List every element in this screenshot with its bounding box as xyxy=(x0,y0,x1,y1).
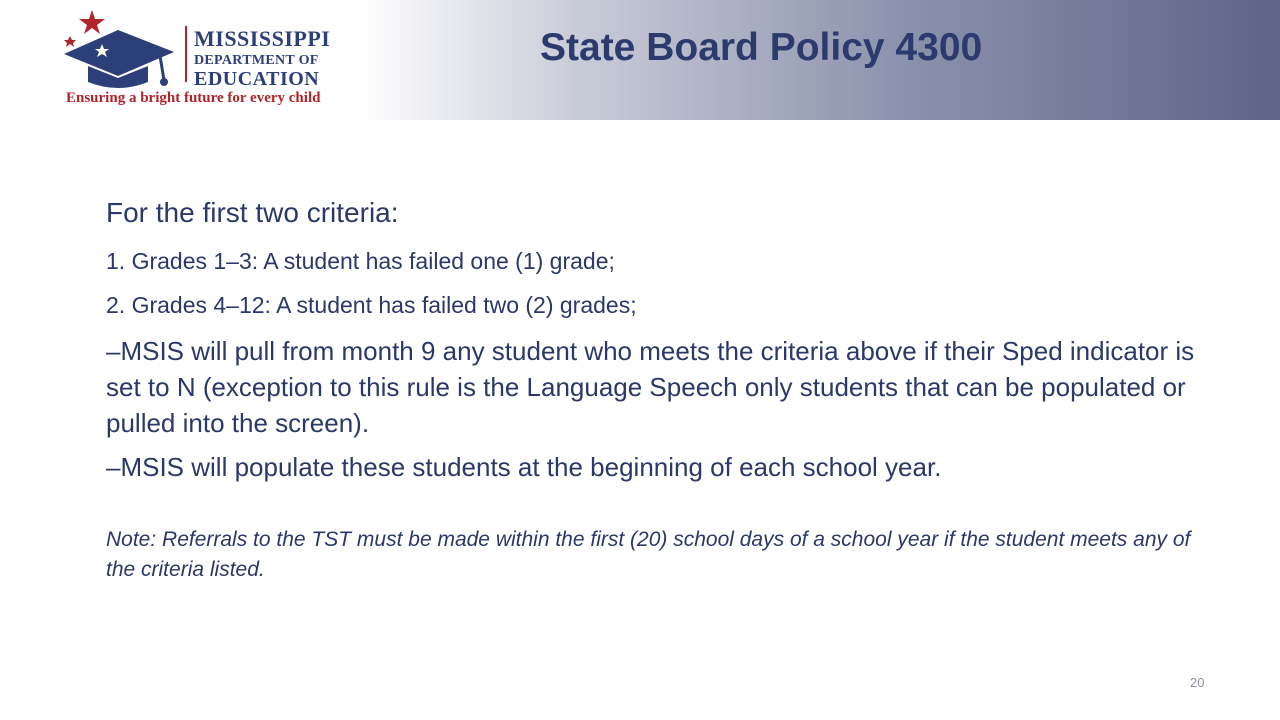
criterion-item: 1. Grades 1–3: A student has failed one (1) grade; xyxy=(106,248,615,274)
sub-point: –MSIS will populate these students at the beginning of each school year. xyxy=(106,452,942,482)
logo-mississippi: MISSISSIPPI xyxy=(194,26,331,51)
slide-title: State Board Policy 4300 xyxy=(540,26,983,69)
logo-education: EDUCATION xyxy=(194,68,320,90)
logo-department-of: DEPARTMENT OF xyxy=(194,53,319,68)
criterion-item: 2. Grades 4–12: A student has failed two (2) grades; xyxy=(106,292,637,318)
slide-content xyxy=(106,195,1196,585)
logo-tagline: Ensuring a bright future for every child xyxy=(66,90,321,106)
note-text: Note: Referrals to the TST must be made within the first (20) school days of a school year if the student meets any of the criteria listed. xyxy=(106,528,1191,581)
page-number: 20 xyxy=(1190,675,1205,690)
sub-point: –MSIS will pull from month 9 any student who meets the criteria above if their Sped indicator is set to N (exception to this rule is the Language Speech only students that can be populated or pulled into the screen). xyxy=(106,336,1195,438)
intro-text: For the first two criteria: xyxy=(106,197,399,228)
mde-logo xyxy=(60,6,360,114)
graduation-cap-star-icon xyxy=(60,6,190,91)
